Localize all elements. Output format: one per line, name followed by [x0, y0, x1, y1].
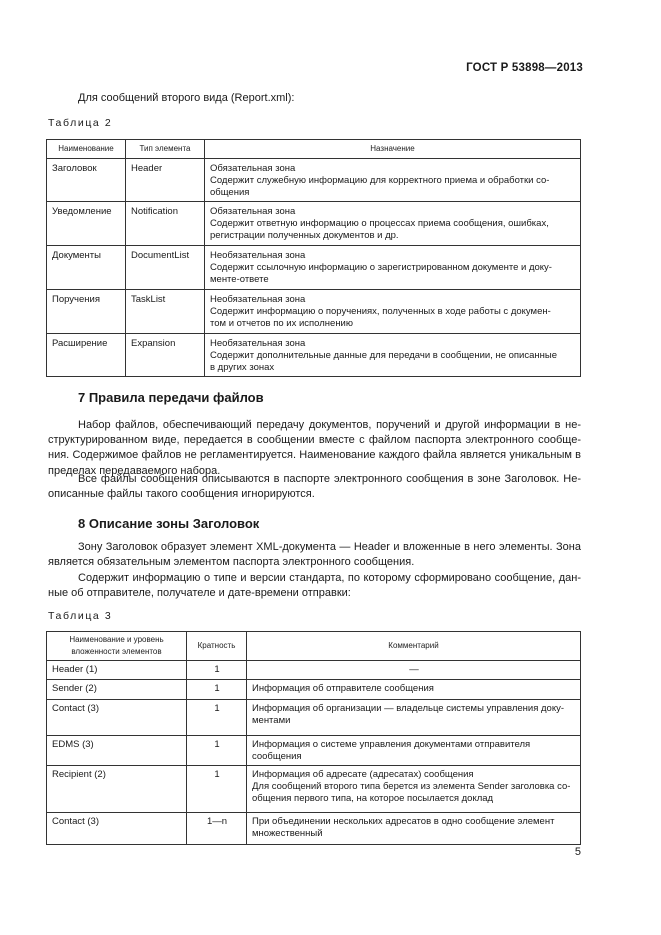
multiplicity: 1 [187, 736, 247, 766]
comment: Информация об отправителе сообщения [247, 680, 581, 700]
element-type: TaskList [126, 290, 205, 334]
table3-caption: Таблица 3 [48, 610, 113, 622]
zone-purpose: Необязательная зона Содержит дополнительные данные для передачи в сообщении, не описанные в других зонах [205, 334, 581, 377]
table3 [46, 631, 581, 845]
zone-name: Уведомление [47, 202, 126, 246]
zone-purpose: Необязательная зона Содержит ссылочную информацию о зарегистрированном документе и доку- менте-ответе [205, 246, 581, 290]
table2 [46, 139, 581, 377]
table-row [47, 246, 581, 290]
table-row [47, 700, 581, 736]
table-header-row [47, 140, 581, 159]
column-header: Тип элемента [126, 140, 205, 159]
column-header: Кратность [187, 632, 247, 661]
zone-name: Расширение [47, 334, 126, 377]
paragraph: Содержит информацию о типе и версии стандарта, по которому сформировано сообщение, дан-ные об отправителе, получателе и дате-времени отправки: [48, 572, 581, 600]
paragraph: Все файлы сообщения описываются в паспорте электронного сообщения в зоне Заголовок. Не-описанные файлы такого сообщения игнорируются. [48, 473, 581, 501]
table-row [47, 334, 581, 377]
zone-purpose: Обязательная зона Содержит служебную информацию для корректного приема и обработки со- общения [205, 159, 581, 202]
comment: При объединении нескольких адресатов в одно сообщение элемент множественный [247, 813, 581, 845]
table-row [47, 813, 581, 845]
table-row [47, 290, 581, 334]
section-8-title: 8 Описание зоны Заголовок [78, 516, 260, 531]
section-7-title: 7 Правила передачи файлов [78, 390, 264, 405]
table-row [47, 680, 581, 700]
comment: Информация о системе управления документами отправителя сообщения [247, 736, 581, 766]
zone-purpose: Обязательная зона Содержит ответную информацию о процессах приема сообщения, ошибках, регистрации полученных документов и др. [205, 202, 581, 246]
table-row [47, 661, 581, 680]
comment: Информация об организации — владельце системы управления доку- ментами [247, 700, 581, 736]
column-header: Назначение [205, 140, 581, 159]
table-header-row [47, 632, 581, 661]
intro-text: Для сообщений второго вида (Report.xml): [78, 92, 295, 104]
multiplicity: 1 [187, 700, 247, 736]
table-row [47, 766, 581, 813]
table-row [47, 159, 581, 202]
table-row [47, 202, 581, 246]
element-type: Expansion [126, 334, 205, 377]
multiplicity: 1—n [187, 813, 247, 845]
column-header: Наименование [47, 140, 126, 159]
multiplicity: 1 [187, 661, 247, 680]
zone-name: Документы [47, 246, 126, 290]
multiplicity: 1 [187, 680, 247, 700]
element-name: Recipient (2) [47, 766, 187, 813]
element-name: Sender (2) [47, 680, 187, 700]
paragraph: Зону Заголовок образует элемент XML-документа — Header и вложенные в него элементы. Зона является обязательным элементом паспорта электронного сообщения. [48, 541, 581, 569]
element-name: Header (1) [47, 661, 187, 680]
element-type: Notification [126, 202, 205, 246]
column-header: Наименование и уровень вложенности элементов [47, 632, 187, 661]
element-name: Contact (3) [47, 700, 187, 736]
comment: — [247, 661, 581, 680]
zone-name: Поручения [47, 290, 126, 334]
element-type: Header [126, 159, 205, 202]
table-row [47, 736, 581, 766]
standard-number: ГОСТ Р 53898—2013 [466, 62, 583, 74]
element-name: Contact (3) [47, 813, 187, 845]
column-header: Комментарий [247, 632, 581, 661]
zone-purpose: Необязательная зона Содержит информацию о поручениях, полученных в ходе работы с докумен- том и отчетов по их исполнению [205, 290, 581, 334]
element-type: DocumentList [126, 246, 205, 290]
element-name: EDMS (3) [47, 736, 187, 766]
page-number: 5 [574, 846, 581, 858]
paragraph: Набор файлов, обеспечивающий передачу документов, поручений и другой информации в не-структурированном виде, передается в сообщении вместе с файлом паспорта электронного сообще-ния. Содержимое файлов не регламентируется. Наименование каждого файла является уникальным в пределах передаваемого набора. [48, 419, 581, 477]
table2-caption: Таблица 2 [48, 117, 113, 129]
zone-name: Заголовок [47, 159, 126, 202]
multiplicity: 1 [187, 766, 247, 813]
comment: Информация об адресате (адресатах) сообщения Для сообщений второго типа берется из элемента Sender заголовка со- общения первого типа, на которое посылается доклад [247, 766, 581, 813]
